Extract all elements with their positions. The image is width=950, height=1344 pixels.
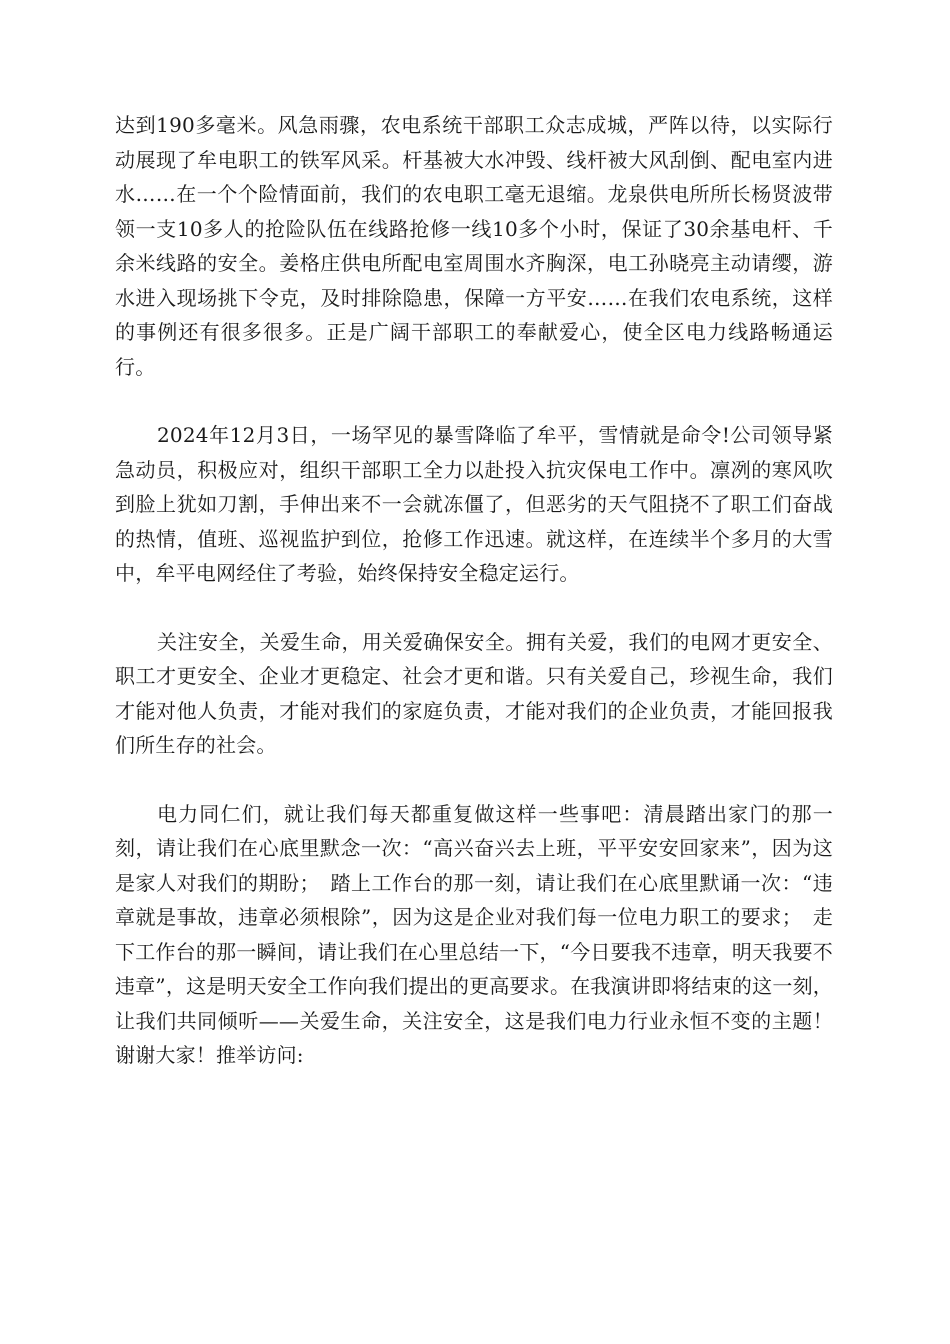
paragraph-snowstorm: 2024年12月3日，一场罕见的暴雪降临了牟平，雪情就是命令!公司领导紧急动员，积极应对，组织干部职工全力以赴投入抗灾保电工作中。凛冽的寒风吹到脸上犹如刀割，手伸出来不一会就冻僵了，但恶劣的天气阻挠不了职工们奋战的热情，值班、巡视监护到位，抢修工作迅速。就这样，在连续半个多月的大雪中，牟平电网经住了考验，始终保持安全稳定运行。 [115,423,833,585]
document-page [115,108,854,1073]
paragraph-safety-care: 关注安全，关爱生命，用关爱确保安全。拥有关爱，我们的电网才更安全、职工才更安全、企业才更稳定、社会才更和谐。只有关爱自己，珍视生命，我们才能对他人负责，才能对我们的家庭负责，才能对我们的企业负责，才能回报我们所生存的社会。 [115,629,833,757]
paragraph-flood-relief: 达到190多毫米。风急雨骤，农电系统干部职工众志成城，严阵以待，以实际行动展现了牟电职工的铁军风采。杆基被大水冲毁、线杆被大风刮倒、配电室内进水……在一个个险情面前，我们的农电职工毫无退缩。龙泉供电所所长杨贤波带领一支10多人的抢险队伍在线路抢修一线10多个小时，保证了30余基电杆、千余米线路的安全。姜格庄供电所配电室周围水齐胸深，电工孙晓亮主动请缨，游水进入现场挑下令克，及时排除隐患，保障一方平安……在我们农电系统，这样的事例还有很多很多。正是广阔干部职工的奉献爱心，使全区电力线路畅通运行。 [115,113,833,379]
paragraph-closing-appeal: 电力同仁们，就让我们每天都重复做这样一些事吧：清晨踏出家门的那一刻，请让我们在心底里默念一次：“高兴奋兴去上班，平平安安回家来”，因为这是家人对我们的期盼； 踏上工作台的那一刻，请让我们在心底里默诵一次：“违章就是事故，违章必须根除”，因为这是企业对我们每一位电力职工的要求； 走下工作台的那一瞬间，请让我们在心里总结一下，“今日要我不违章，明天我要不违章”，这是明天安全工作向我们提出的更高要求。在我演讲即将结束的这一刻，让我们共同倾听——关爱生命，关注安全，这是我们电力行业永恒不变的主题！ 谢谢大家！推举访问: [115,801,854,1067]
